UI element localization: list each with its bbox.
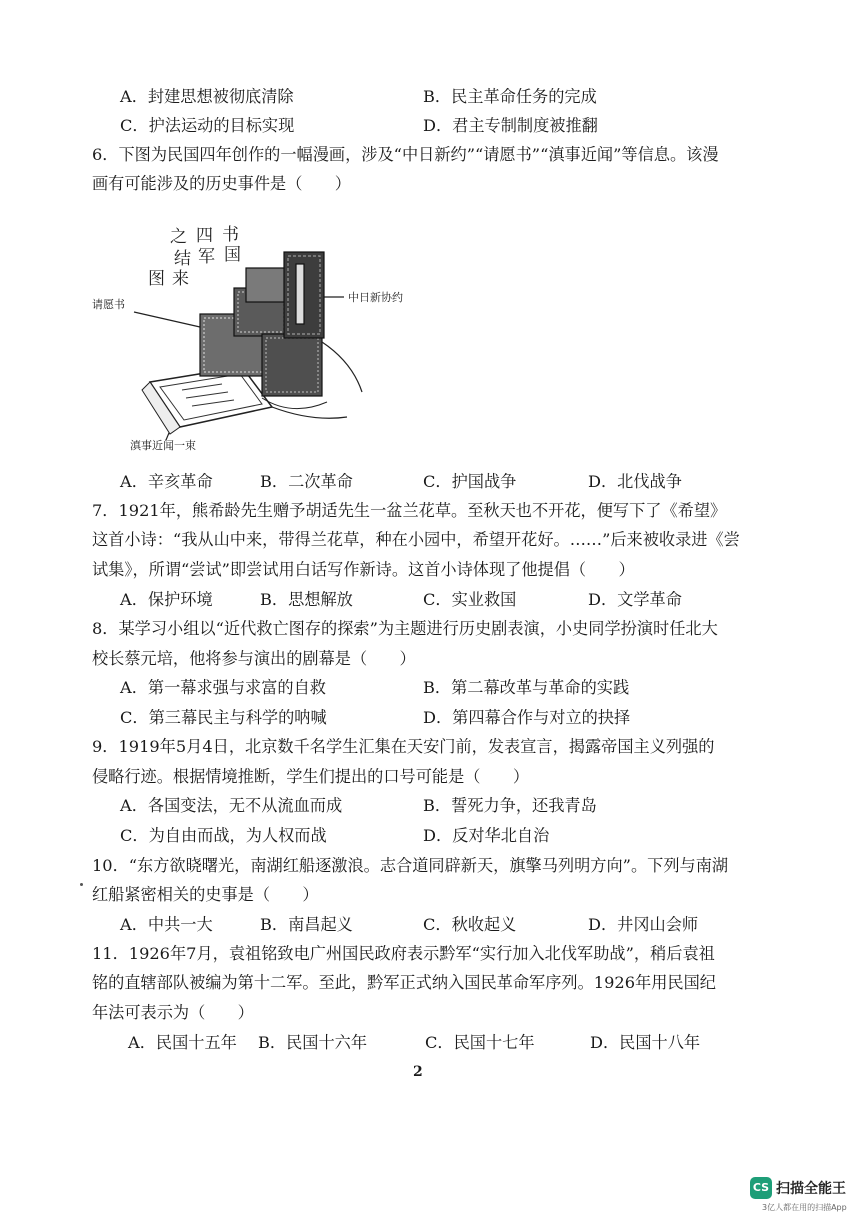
q7-option-b: B．思想解放 bbox=[260, 590, 353, 609]
q7-option-d: D．文学革命 bbox=[588, 590, 682, 609]
q7-stem-line-3: 试集》，所谓“尝试”即尝试用白话写作新诗。这首小诗体现了他提倡（ ） bbox=[92, 560, 635, 579]
q5-option-b: B．民主革命任务的完成 bbox=[423, 87, 597, 106]
q8-option-a: A．第一幕求强与求富的自救 bbox=[120, 678, 326, 697]
q9-option-d: D．反对华北自治 bbox=[423, 826, 550, 845]
q8-stem-line-1: 8．某学习小组以“近代救亡图存的探索”为主题进行历史剧表演，小史同学扮演时任北大 bbox=[92, 619, 718, 638]
q5-option-a: A．封建思想被彻底清除 bbox=[120, 87, 294, 106]
q10-option-c: C．秋收起义 bbox=[423, 915, 517, 934]
cartoon-title-char: 图 bbox=[148, 269, 165, 289]
q10-option-b: B．南昌起义 bbox=[260, 915, 353, 934]
q9-option-b: B．誓死力争，还我青岛 bbox=[423, 796, 597, 815]
cartoon-illustration bbox=[92, 222, 452, 457]
camscanner-logo-icon: CS bbox=[750, 1177, 772, 1199]
q5-option-d: D．君主专制制度被推翻 bbox=[423, 116, 598, 135]
cartoon-title-char: 来 bbox=[172, 269, 189, 289]
q11-option-a: A．民国十五年 bbox=[128, 1033, 237, 1052]
page-number: 2 bbox=[413, 1064, 423, 1080]
q11-stem-line-1: 11．1926年7月，袁祖铭致电广州国民政府表示黔军“实行加入北伐军助战”，稍后袁祖 bbox=[92, 944, 715, 963]
q9-stem-line-2: 侵略行迹。根据情境推断，学生们提出的口号可能是（ ） bbox=[92, 767, 530, 786]
q8-option-d: D．第四幕合作与对立的抉择 bbox=[423, 708, 631, 727]
cartoon-title-char: 之 bbox=[170, 227, 187, 247]
label-yunnan: 滇事近闻一束 bbox=[130, 439, 196, 452]
q7-option-c: C．实业救国 bbox=[423, 590, 517, 609]
q5-option-c: C．护法运动的目标实现 bbox=[120, 116, 295, 135]
q6-option-c: C．护国战争 bbox=[423, 472, 517, 491]
q10-stem-line-1: 10．“东方欲晓曙光，南湖红船逐激浪。志合道同辟新天，旗擎马列明方向”。下列与南湖 bbox=[92, 856, 729, 875]
cartoon-title-char: 结 bbox=[174, 249, 191, 269]
scan-speck bbox=[80, 883, 83, 886]
scanner-watermark bbox=[750, 1177, 860, 1217]
q10-option-d: D．井冈山会师 bbox=[588, 915, 699, 934]
q9-stem-line-1: 9．1919年5月4日，北京数千名学生汇集在天安门前，发表宣言，揭露帝国主义列强的 bbox=[92, 737, 715, 756]
q11-option-b: B．民国十六年 bbox=[258, 1033, 368, 1052]
q7-stem-line-1: 7．1921年，熊希龄先生赠予胡适先生一盆兰花草。至秋天也不开花，便写下了《希望》 bbox=[92, 501, 727, 520]
cartoon-title-char: 国 bbox=[224, 245, 241, 265]
cartoon-title-char: 军 bbox=[198, 247, 215, 267]
q9-option-c: C．为自由而战，为人权而战 bbox=[120, 826, 327, 845]
q7-option-a: A．保护环境 bbox=[120, 590, 213, 609]
q6-option-d: D．北伐战争 bbox=[588, 472, 682, 491]
cartoon-title-char: 书 bbox=[222, 225, 239, 245]
label-petition: 请愿书 bbox=[92, 298, 125, 311]
q11-stem-line-2: 铭的直辖部队被编为第十二军。至此，黔军正式纳入国民革命军序列。1926年用民国纪 bbox=[92, 973, 716, 992]
watermark-tagline: 3亿人都在用的扫描App bbox=[762, 1203, 847, 1212]
q11-stem-line-3: 年法可表示为（ ） bbox=[92, 1003, 254, 1022]
q6-option-a: A．辛亥革命 bbox=[120, 472, 213, 491]
cartoon-title-char: 四 bbox=[196, 226, 213, 246]
q10-option-a: A．中共一大 bbox=[120, 915, 213, 934]
q8-stem-line-2: 校长蔡元培，他将参与演出的剧幕是（ ） bbox=[92, 649, 416, 668]
q6-stem-line-2: 画有可能涉及的历史事件是（ ） bbox=[92, 174, 351, 193]
q11-option-d: D．民国十八年 bbox=[590, 1033, 701, 1052]
q6-stem-line-1: 6．下图为民国四年创作的一幅漫画，涉及“中日新约”“请愿书”“滇事近闻”等信息。该漫 bbox=[92, 145, 719, 164]
q8-option-c: C．第三幕民主与科学的呐喊 bbox=[120, 708, 327, 727]
label-treaty: 中日新协约 bbox=[348, 291, 403, 304]
q6-option-b: B．二次革命 bbox=[260, 472, 353, 491]
q8-option-b: B．第二幕改革与革命的实践 bbox=[423, 678, 630, 697]
q10-stem-line-2: 红船紧密相关的史事是（ ） bbox=[92, 885, 319, 904]
q7-stem-line-2: 这首小诗：“我从山中来，带得兰花草，种在小园中，希望开花好。……”后来被收录进《尝 bbox=[92, 530, 740, 549]
q11-option-c: C．民国十七年 bbox=[425, 1033, 535, 1052]
q9-option-a: A．各国变法，无不从流血而成 bbox=[120, 796, 343, 815]
watermark-app-name: 扫描全能王 bbox=[776, 1181, 846, 1197]
